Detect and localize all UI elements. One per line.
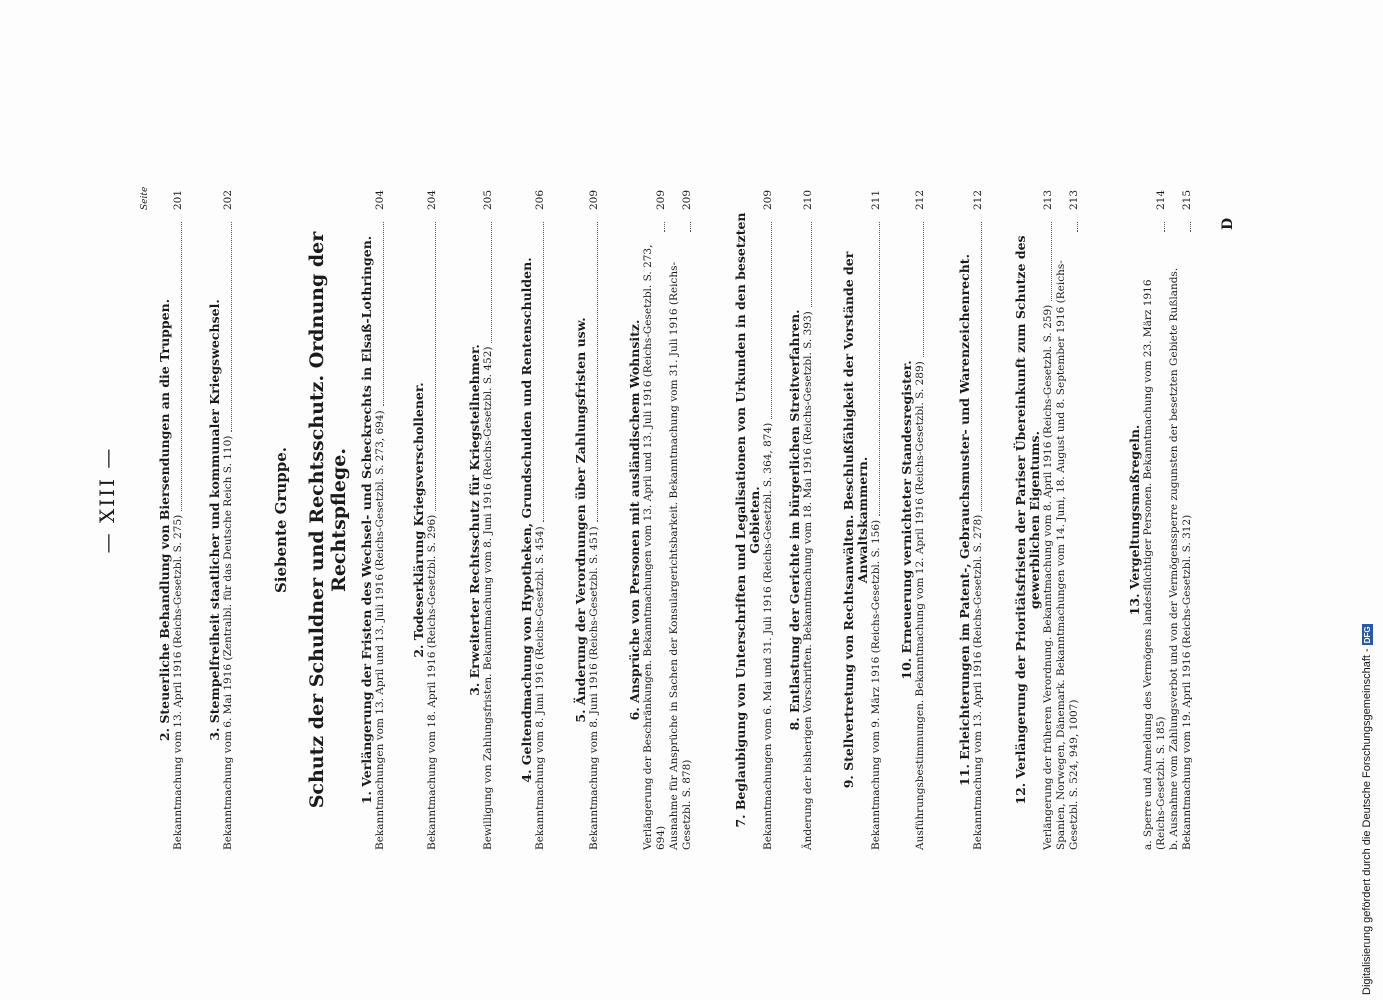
dot-leader [491, 222, 492, 343]
group-section-13 [1128, 190, 1194, 850]
section-3 [208, 190, 235, 850]
dot-leader [771, 222, 772, 419]
entry-text: Bekanntmachung vom 8. Juni 1916 (Reichs-Gesetzbl. S. 451) [588, 526, 600, 850]
entry-page: 209 [655, 190, 667, 211]
section-heading: 9. Stellvertretung von Rechtsanwälten. Beschlußfähigkeit der Vorstände der Anwaltskammern. [841, 251, 870, 789]
toc-entry [914, 190, 927, 850]
toc-entry [870, 190, 883, 850]
section-heading: 2. Steuerliche Behandlung von Biersendungen an die Truppen. [157, 298, 172, 742]
entry-page: 206 [534, 190, 546, 211]
group-section-11 [958, 190, 985, 850]
entry-text: Verlängerung der Beschränkungen. Bekanntmachungen vom 13. April und 13. Juli 1916 (Reichs-Gesetzbl. S. 273, 694) [642, 244, 667, 850]
dot-leader [811, 222, 812, 307]
group-section-3 [468, 190, 495, 850]
entry-text: Spanien, Norwegen, Dänemark. Bekanntmachungen vom 14. Juni, 18. August und 8. September 1916 (Reichs-Gesetzbl. S. 524, 949, 1007) [1055, 260, 1080, 850]
group-section-6 [628, 190, 694, 850]
toc-entry [802, 190, 815, 850]
toc-entry [172, 190, 185, 850]
dot-leader [181, 222, 182, 511]
section-heading: 13. Vergeltungsmaßregeln. [1127, 424, 1142, 616]
entry-text: Bekanntmachung vom 6. Mai 1916 (Zentralbl. für das Deutsche Reich S. 110) [222, 435, 234, 850]
entry-page: 210 [802, 190, 814, 211]
toc-entry [588, 190, 601, 850]
dfg-logo: DFG [1362, 626, 1372, 644]
entry-text: Verlängerung der früheren Verordnung. Bekanntmachung vom 8. April 1916 (Reichs-Gesetzbl. S. 259) [1042, 304, 1054, 850]
entry-text: Bekanntmachung vom 13. April 1916 (Reichs-Gesetzbl. S. 275) [172, 514, 184, 850]
dot-leader [664, 222, 665, 232]
toc-entry [1042, 190, 1055, 850]
entry-text: Bekanntmachung vom 18. April 1916 (Reichs-Gesetzbl. S. 296) [426, 514, 438, 850]
entry-text: b. Ausnahme vom Zahlungsverbot und von der Vermögenssperre zugunsten der besetzten Gebiete Rußlands. Bekanntmachung vom 19. April 1916 (Reichs-Gesetzbl. S. 312) [1168, 267, 1193, 850]
toc-entry [482, 190, 495, 850]
entry-page: 209 [681, 190, 693, 211]
section-heading: 3. Erweiterter Rechtsschutz für Kriegsteilnehmer. [467, 344, 482, 696]
entry-text: Ausnahme für Ansprüche in Sachen der Konsulargerichtsbarkeit. Bekanntmachung vom 31. Juli 1916 (Reichs-Gesetzbl. S. 878) [668, 261, 693, 850]
group-label: Siebente Gruppe. [272, 446, 290, 594]
entry-text: Bewilligung von Zahlungsfristen. Bekanntmachung vom 8. Juni 1916 (Reichs-Gesetzbl. S. 452) [482, 346, 494, 850]
page-number: — XIII — [95, 446, 119, 554]
section-heading: 4. Geltendmachung von Hypotheken, Grundschulden und Rentenschulden. [519, 257, 534, 783]
group-section-4 [520, 190, 547, 850]
dot-leader [923, 222, 924, 357]
entry-page: 213 [1068, 190, 1080, 211]
toc-entry [668, 190, 694, 850]
entry-page: 211 [870, 190, 882, 211]
section-heading: 10. Erneuerung vernichteter Standesregister. [899, 360, 914, 680]
toc-entry [534, 190, 547, 850]
group-section-2 [412, 190, 439, 850]
dot-leader [981, 222, 982, 511]
dot-leader [1051, 222, 1052, 301]
toc-entry [222, 190, 235, 850]
entry-page: 204 [374, 190, 386, 211]
group-section-12 [1014, 190, 1081, 850]
group-section-10 [900, 190, 927, 850]
dot-leader [597, 222, 598, 522]
group-title: Schutz der Schuldner und Rechtsschutz. Ordnung der Rechtspflege. [306, 231, 350, 809]
column-label-seite: Seite [140, 186, 150, 210]
toc-entry [1168, 190, 1194, 850]
section-heading: 1. Verlängerung der Fristen des Wechsel- und Scheckrechts in Elsaß-Lothringen. [359, 235, 374, 805]
signature-mark: D [1220, 217, 1236, 230]
dot-leader [879, 222, 880, 516]
entry-page: 201 [172, 190, 184, 211]
section-2 [158, 190, 185, 850]
sidebar-credit [1357, 10, 1377, 995]
dot-leader [1190, 222, 1191, 232]
dot-leader [1077, 222, 1078, 232]
group-section-8 [788, 190, 815, 850]
credit-text: Digitalisierung gefördert durch die Deutsche Forschungsgemeinschaft - [1361, 648, 1373, 995]
group-header [272, 190, 350, 850]
entry-page: 202 [222, 190, 234, 211]
entry-text: a. Sperre und Anmeldung des Vermögens landesflüchtiger Personen. Bekanntmachung vom 23. März 1916 (Reichs-Gesetzbl. S. 185) [1142, 279, 1167, 850]
toc-entry [642, 190, 668, 850]
group-section-7 [734, 190, 775, 850]
group-section-1 [360, 190, 387, 850]
entry-page: 215 [1181, 190, 1193, 211]
entry-page: 212 [914, 190, 926, 211]
section-heading: 7. Beglaubigung von Unterschriften und Legalisationen von Urkunden in den besetzten Gebieten. [733, 212, 762, 828]
entry-page: 205 [482, 190, 494, 211]
dot-leader [1164, 222, 1165, 232]
sidebar-credit-text [1357, 10, 1377, 995]
section-heading: 8. Entlastung der Gerichte im bürgerlichen Streitverfahren. [787, 309, 802, 731]
dot-leader [435, 222, 436, 511]
dot-leader [543, 222, 544, 522]
entry-text: Ausführungsbestimmungen. Bekanntmachung vom 12. April 1916 (Reichs-Gesetzbl. S. 289) [914, 361, 926, 850]
group-section-9 [842, 190, 883, 850]
entry-text: Bekanntmachungen vom 13. April und 13. Juli 1916 (Reichs-Gesetzbl. S. 273, 694) [374, 410, 386, 850]
toc-entry [1055, 190, 1081, 850]
dot-leader [231, 222, 232, 432]
entry-page: 204 [426, 190, 438, 211]
entry-text: Bekanntmachung vom 13. April 1916 (Reichs-Gesetzbl. S. 278) [972, 514, 984, 850]
entry-text: Bekanntmachungen vom 6. Mai und 31. Juli 1916 (Reichs-Gesetzbl. S. 364, 874) [762, 422, 774, 850]
toc-entry [762, 190, 775, 850]
toc-entry [972, 190, 985, 850]
entry-page: 213 [1042, 190, 1054, 211]
toc-entry [426, 190, 439, 850]
dot-leader [383, 222, 384, 406]
section-heading: 5. Änderung der Verordnungen über Zahlungsfristen usw. [573, 317, 588, 723]
toc-entry [1142, 190, 1168, 850]
section-heading: 12. Verlängerung der Prioritätsfristen der Pariser Übereinkunft zum Schutze des gewerblichen Eigentums. [1013, 235, 1042, 805]
section-heading: 2. Todeserklärung Kriegsverschollener. [411, 382, 426, 658]
group-section-5 [574, 190, 601, 850]
entry-text: Änderung der bisherigen Vorschriften. Bekanntmachung vom 18. Mai 1916 (Reichs-Gesetzbl. S. 393) [802, 311, 814, 850]
entry-page: 212 [972, 190, 984, 211]
dot-leader [690, 222, 691, 232]
section-heading: 3. Stempelfreiheit staatlicher und kommunaler Kriegswechsel. [207, 299, 222, 741]
entry-page: 209 [588, 190, 600, 211]
section-heading: 6. Ansprüche von Personen mit ausländischem Wohnsitz. [627, 319, 642, 721]
entry-page: 209 [762, 190, 774, 211]
section-heading: 11. Erleichterungen im Patent-, Gebrauchsmuster- und Warenzeichenrecht. [957, 254, 972, 786]
entry-text: Bekanntmachung vom 9. März 1916 (Reichs-Gesetzbl. S. 156) [870, 519, 882, 850]
toc-entry [374, 190, 387, 850]
entry-text: Bekanntmachung vom 8. Juni 1916 (Reichs-Gesetzbl. S. 454) [534, 526, 546, 850]
entry-page: 214 [1155, 190, 1167, 211]
